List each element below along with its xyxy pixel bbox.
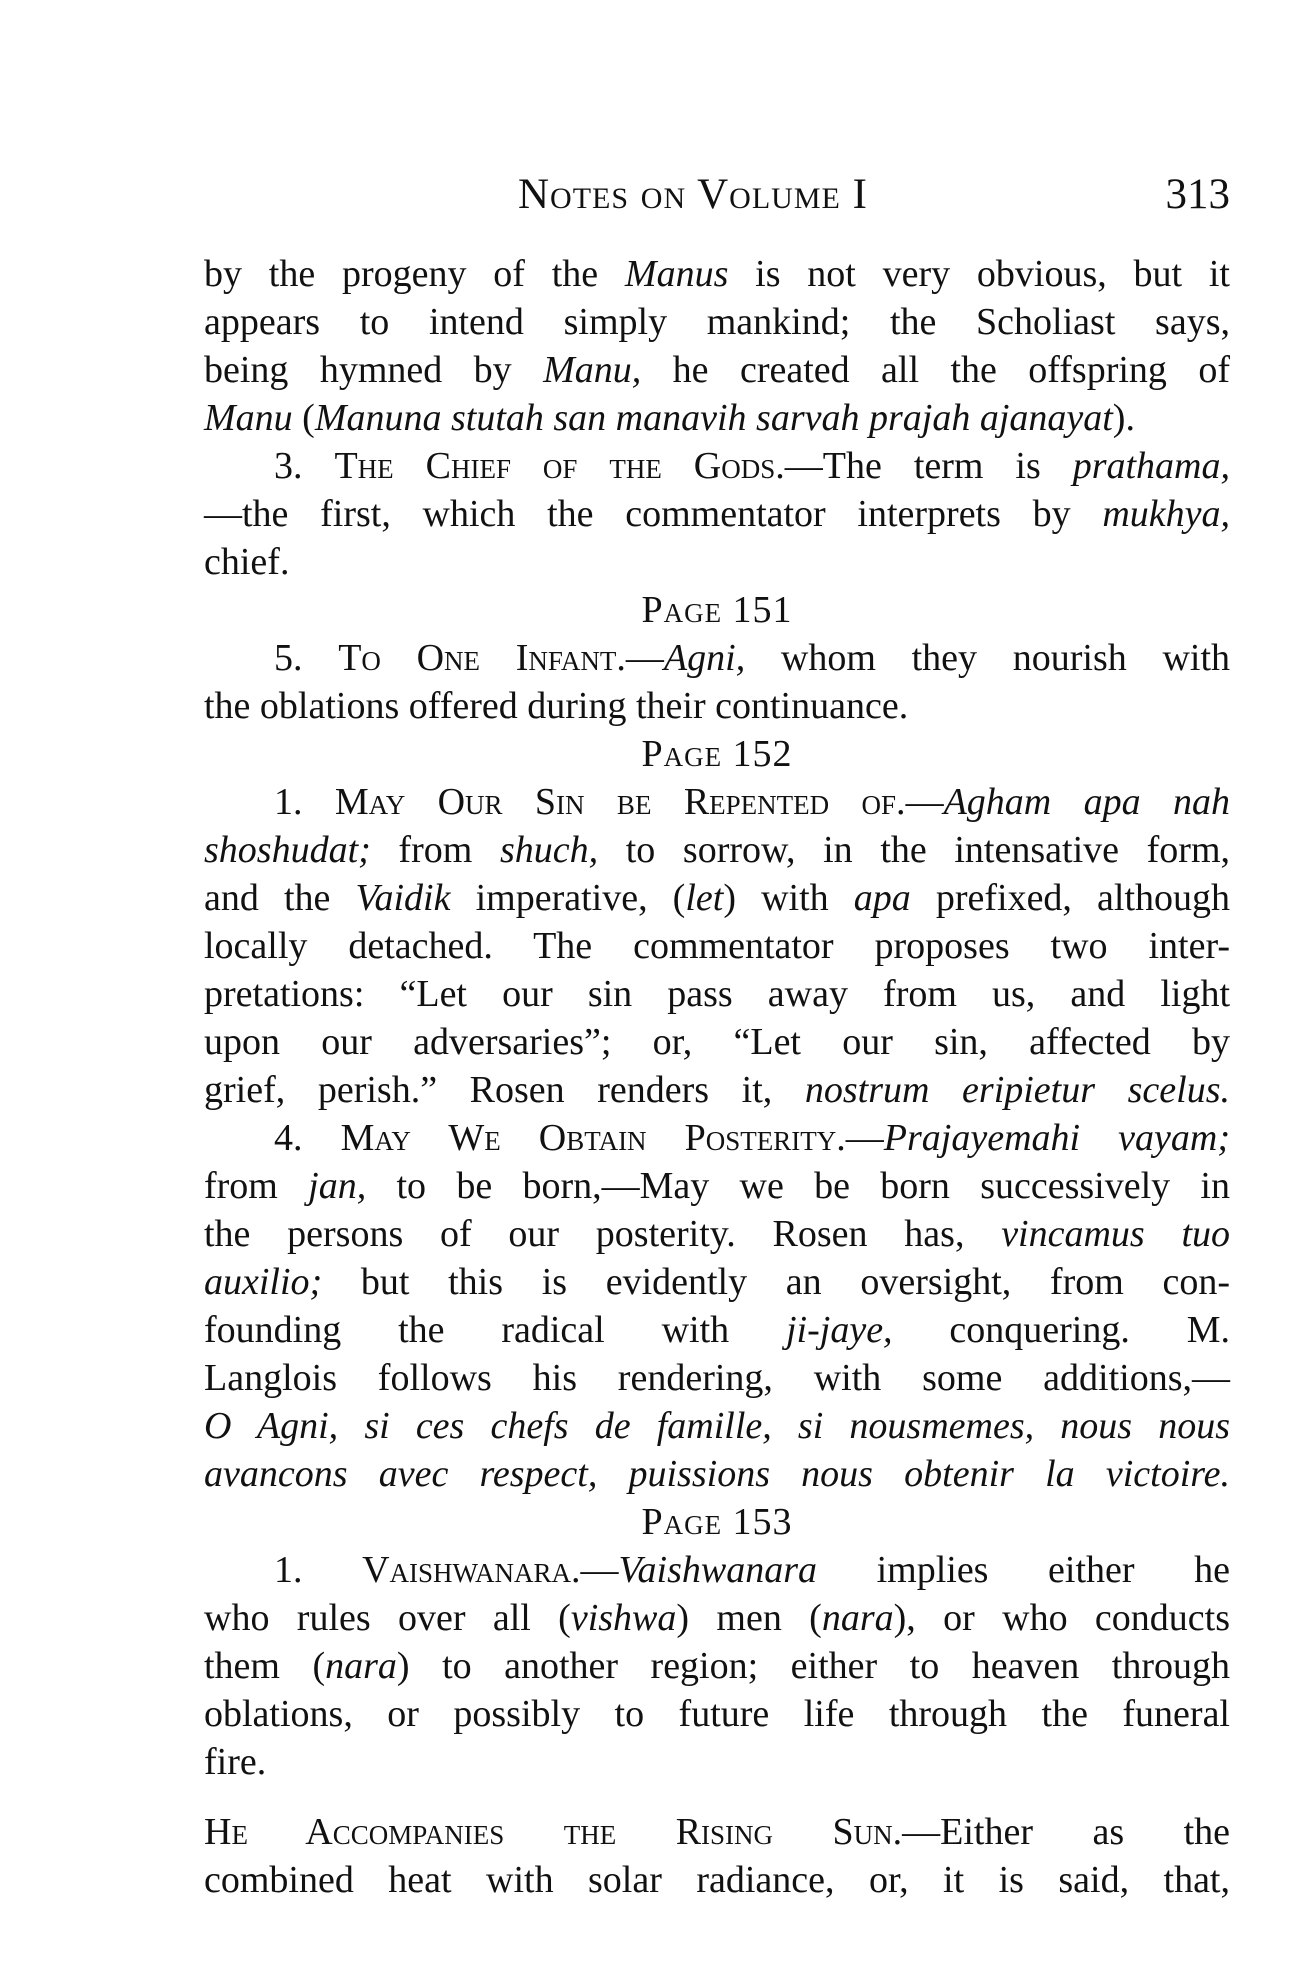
text-line: chief.	[204, 541, 290, 583]
text-line: Manu (Manuna stutah san manavih sarvah prajah ajanayat).	[204, 397, 1135, 439]
text-line: the persons of our posterity. Rosen has, vincamus tuo	[204, 1213, 1231, 1255]
text-line: Langlois follows his rendering, with some additions,—	[204, 1357, 1230, 1399]
text-line: O Agni, si ces chefs de famille, si nousmemes, nous nous	[204, 1405, 1230, 1447]
text-line: 4. May We Obtain Posterity.—Prajayemahi vayam;	[274, 1117, 1231, 1159]
note-4	[204, 1114, 1230, 1498]
note-5	[204, 634, 1230, 730]
text-line: by the progeny of the Manus is not very obvious, but it	[204, 253, 1230, 295]
running-header	[200, 170, 1230, 230]
text-line: fire.	[204, 1741, 267, 1783]
text-line: 1. Vaishwanara.—Vaishwanara implies either he	[274, 1549, 1230, 1591]
text-line: —the first, which the commentator interprets by mukhya,	[204, 493, 1230, 535]
page-heading-153: Page 153	[641, 1501, 793, 1543]
text-line: them (nara) to another region; either to heaven through	[204, 1645, 1230, 1687]
text-line: being hymned by Manu, he created all the offspring of	[204, 349, 1230, 391]
text-line: oblations, or possibly to future life through the funeral	[204, 1693, 1230, 1735]
note-heading: He Accompanies the Rising Sun.	[204, 1811, 903, 1853]
text-line: founding the radical with ji-jaye, conquering. M.	[204, 1309, 1231, 1351]
note-heading: May We Obtain Posterity.	[340, 1117, 846, 1159]
page-heading-152: Page 152	[641, 733, 793, 775]
text-line: upon our adversaries”; or, “Let our sin, affected by	[204, 1021, 1230, 1063]
text-line: from jan, to be born,—May we be born successively in	[204, 1165, 1230, 1207]
text-line: 5. To One Infant.—Agni, whom they nourish with	[274, 637, 1230, 679]
text-line: who rules over all (vishwa) men (nara), or who conducts	[204, 1597, 1230, 1639]
note-heading: To One Infant.	[338, 637, 626, 679]
note-rising-sun	[204, 1808, 1230, 1904]
page-number: 313	[1165, 171, 1230, 218]
note-heading: The Chief of the Gods.	[334, 445, 785, 487]
text-line: 1. May Our Sin be Repented of.—Agham apa nah	[274, 781, 1230, 823]
text-line: shoshudat; from shuch, to sorrow, in the intensative form,	[204, 829, 1230, 871]
running-title: Notes on Volume I	[518, 171, 868, 218]
note-heading: Vaishwanara.	[362, 1549, 581, 1591]
text-line: pretations: “Let our sin pass away from us, and light	[204, 973, 1230, 1015]
paragraph-progeny	[204, 250, 1230, 442]
text-line: locally detached. The commentator proposes two inter-	[204, 925, 1230, 967]
text-line: the oblations offered during their continuance.	[204, 685, 909, 727]
note-3	[204, 442, 1230, 586]
note-1-vaishwanara	[204, 1546, 1230, 1786]
page-heading-151: Page 151	[641, 589, 793, 631]
note-heading: May Our Sin be Repented of.	[334, 781, 906, 823]
text-line: grief, perish.” Rosen renders it, nostrum eripietur scelus.	[204, 1069, 1230, 1111]
note-1-sin	[204, 778, 1230, 1114]
text-line: auxilio; but this is evidently an oversight, from con-	[204, 1261, 1230, 1303]
text-line: 3. The Chief of the Gods.—The term is prathama,	[274, 445, 1230, 487]
text-line: He Accompanies the Rising Sun.—Either as the	[204, 1811, 1230, 1853]
text-line: avancons avec respect, puissions nous obtenir la victoire.	[204, 1453, 1230, 1495]
text-line: appears to intend simply mankind; the Scholiast says,	[204, 301, 1230, 343]
text-line: and the Vaidik imperative, (let) with apa prefixed, although	[204, 877, 1231, 919]
page-body	[204, 250, 1230, 1904]
text-line: combined heat with solar radiance, or, it is said, that,	[204, 1859, 1230, 1901]
